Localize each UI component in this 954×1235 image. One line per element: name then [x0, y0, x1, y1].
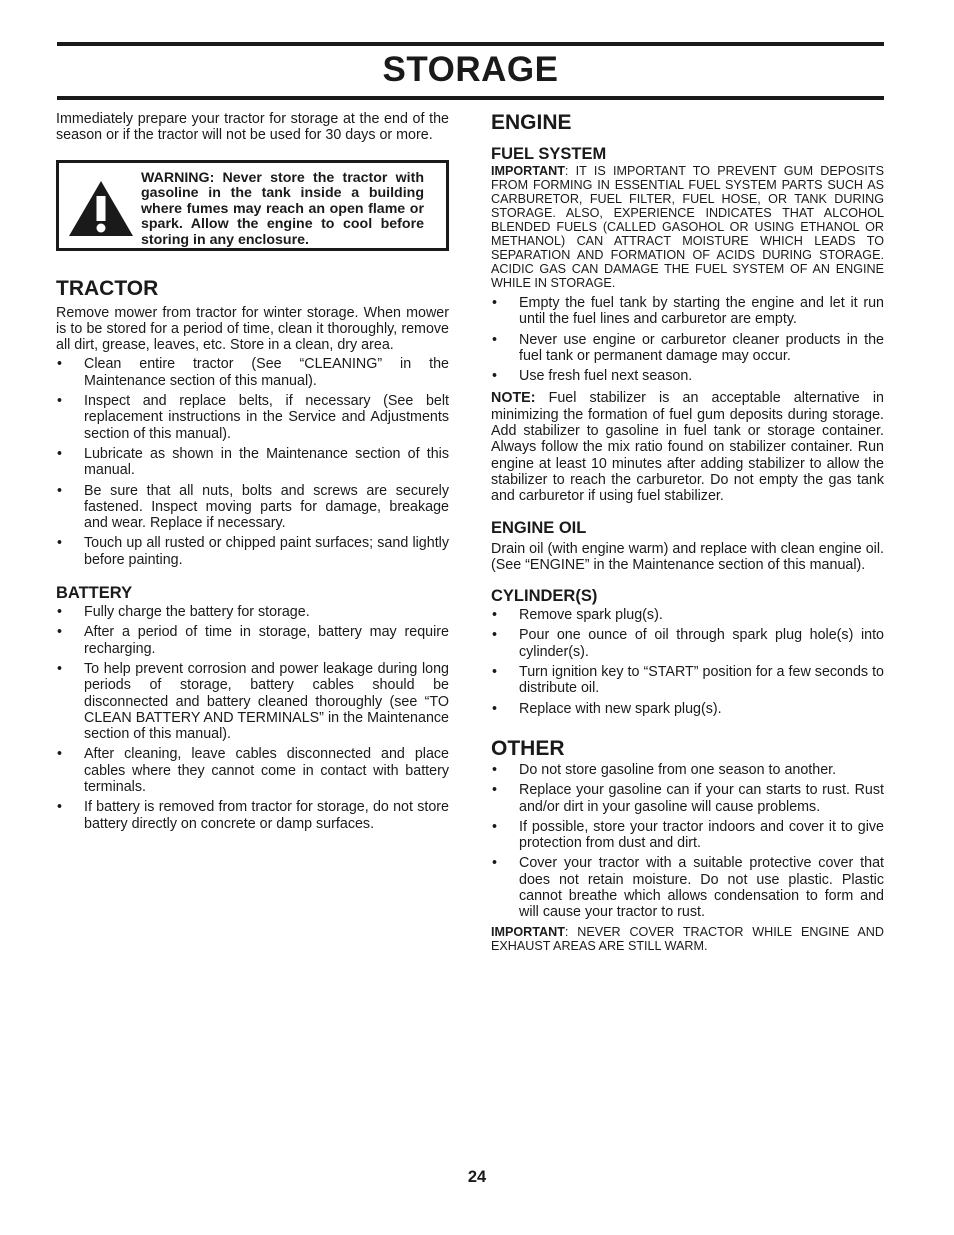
right-column [491, 111, 884, 953]
fuel-stabilizer-note: NOTE: Fuel stabilizer is an acceptable alternative in minimizing the formation of fuel gum deposits during storage. Add stabilizer to gasoline in fuel tank or storage container. Always follow the mix ratio found on stabilizer container. Run engine at least 10 minutes after adding stabilizer to allow the stabilizer to reach the carburetor. Do not empty the gas tank and carburetor if using fuel stabilizer. [491, 390, 884, 505]
page-title: STORAGE [382, 50, 559, 89]
list-item: • Lubricate as shown in the Maintenance section of this manual. [57, 445, 449, 479]
title-underline-rule [57, 96, 884, 100]
engine-oil-paragraph: Drain oil (with engine warm) and replace with clean engine oil. (See “ENGINE” in the Maintenance section of this manual). [491, 540, 884, 573]
cylinders-heading: CYLINDER(S) [491, 587, 598, 606]
note-label: NOTE: [491, 390, 536, 407]
engine-heading: ENGINE [491, 111, 572, 134]
list-item: • Touch up all rusted or chipped paint surfaces; sand lightly before painting. [57, 535, 449, 568]
fuel-system-important: IMPORTANT: IT IS IMPORTANT TO PREVENT GUM DEPOSITS FROM FORMING IN ESSENTIAL FUEL SYSTEM PARTS SUCH AS CARBURETOR, FUEL FILTER, FUEL HOSE, OR TANK DURING STORAGE. ALSO, EXPERIENCE INDICATES THAT ALCOHOL BLENDED FUELS (CALLED GASOHOL OR USING ETHANOL OR METHANOL) CAN ATTRACT MOISTURE WHICH LEADS TO SEPARATION AND FORMATION OF ACIDS DURING STORAGE. ACIDIC GAS CAN DAMAGE THE FUEL SYSTEM OF AN ENGINE WHILE IN STORAGE. [491, 164, 884, 290]
list-item: • Clean entire tractor (See “CLEANING” in the Maintenance section of this manual). [57, 356, 449, 389]
list-item: • Never use engine or carburetor cleaner products in the fuel tank or permanent damage may occur. [492, 331, 884, 364]
list-item: • To help prevent corrosion and power leakage during long periods of storage, battery cables should be disconnected and battery cleaned thoroughly (see “TO CLEAN BATTERY AND TERMINALS” in the Maintenance section of this manual). [57, 660, 449, 743]
tractor-paragraph: Remove mower from tractor for winter storage. When mower is to be stored for a period of time, clean it thoroughly, remove all dirt, grease, leaves, etc. Store in a clean, dry area. [56, 304, 449, 354]
other-heading: OTHER [491, 736, 565, 760]
warning-box [56, 160, 449, 251]
list-item: • Pour one ounce of oil through spark plug hole(s) into cylinder(s). [492, 627, 884, 660]
intro-paragraph: Immediately prepare your tractor for storage at the end of the season or if the tractor will not be used for 30 days or more. [56, 111, 449, 144]
list-item: • Remove spark plug(s). [492, 607, 663, 624]
battery-heading: BATTERY [56, 584, 133, 603]
list-item: • Replace your gasoline can if your can starts to rust. Rust and/or dirt in your gasoline will cause problems. [492, 782, 884, 815]
list-item: • Empty the fuel tank by starting the engine and let it run until the fuel lines and carburetor are empty. [492, 295, 884, 328]
list-item: • Be sure that all nuts, bolts and screws are securely fastened. Inspect moving parts for damage, breakage and wear. Replace if necessary. [57, 482, 449, 532]
left-column [56, 111, 449, 836]
list-item: • Cover your tractor with a suitable protective cover that does not retain moisture. Do not use plastic. Plastic cannot breathe which allows condensation to form and will cause your tractor to rust. [492, 855, 884, 921]
engine-oil-heading: ENGINE OIL [491, 518, 587, 537]
page-number: 24 [467, 1168, 487, 1186]
list-item: • Do not store gasoline from one season to another. [492, 761, 837, 778]
battery-list [56, 604, 449, 832]
list-item: • Replace with new spark plug(s). [492, 700, 722, 717]
other-important: IMPORTANT: NEVER COVER TRACTOR WHILE ENGINE AND EXHAUST AREAS ARE STILL WARM. [491, 924, 884, 953]
warning-text: WARNING: Never store the tractor with gasoline in the tank inside a building where fumes may reach an open flame or spark. Allow the engine to cool before storing in any enclosure. [141, 169, 424, 248]
tractor-list [56, 356, 449, 568]
important-label: IMPORTANT [491, 924, 565, 939]
list-item: • Use fresh fuel next season. [492, 368, 693, 385]
list-item: • Inspect and replace belts, if necessary (See belt replacement instructions in the Service and Adjustments section of this manual). [57, 393, 449, 442]
fuel-system-list [491, 295, 884, 384]
important-label: IMPORTANT [491, 164, 565, 178]
list-item: • Fully charge the battery for storage. [57, 604, 310, 621]
other-list [491, 762, 884, 921]
list-item: • After cleaning, leave cables disconnected and place cables where they cannot come in contact with battery terminals. [57, 746, 449, 796]
cylinders-list [491, 607, 884, 717]
list-item: • If possible, store your tractor indoors and cover it to give protection from dust and dirt. [492, 818, 884, 852]
list-item: • Turn ignition key to “START” position for a few seconds to distribute oil. [492, 664, 884, 697]
warning-icon [67, 178, 135, 238]
list-item: • If battery is removed from tractor for storage, do not store battery directly on concrete or damp surfaces. [57, 799, 449, 832]
fuel-system-heading: FUEL SYSTEM [491, 145, 607, 163]
list-item: • After a period of time in storage, battery may require recharging. [57, 624, 449, 657]
tractor-heading: TRACTOR [56, 276, 159, 300]
